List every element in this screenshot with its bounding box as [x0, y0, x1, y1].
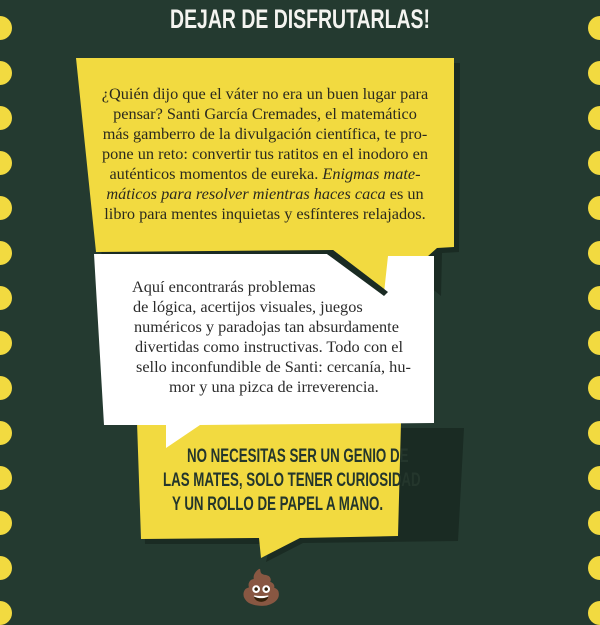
heading: DEJAR DE DISFRUTARLAS! [170, 4, 430, 34]
text-line [100, 164, 430, 184]
book-title: Enigmas mate- [322, 164, 421, 183]
text-line: Y UN ROLLO DE PAPEL A MANO. [172, 494, 384, 515]
text-line: más gamberro de la divulgación científica, te pro- [102, 124, 428, 143]
text-line: de lógica, acertijos visuales, juegos [133, 297, 363, 316]
poop-icon: 💩 [240, 570, 283, 607]
film-hole-dot [588, 601, 600, 625]
text-line: divertidas como instructivas. Todo con el [135, 337, 404, 356]
text-line: LAS MATES, SOLO TENER CURIOSIDAD [163, 470, 421, 491]
book-title: máticos para resolver mientras haces caca [106, 184, 386, 203]
text-segment: auténticos momentos de eureka. [109, 164, 319, 183]
text-line: libro para mentes inquietas y esfínteres relajados. [104, 204, 426, 223]
text-line: mor y una pizca de irreverencia. [169, 377, 379, 396]
text-line: pensar? Santi García Cremades, el matemático [113, 104, 417, 123]
text-line: numéricos y paradojas tan absurdamente [134, 317, 399, 336]
text-line: NO NECESITAS SER UN GENIO DE [187, 446, 409, 467]
text-line: ¿Quién dijo que el váter no era un buen lugar para [101, 84, 429, 103]
text-line [100, 184, 430, 204]
text-line: Aquí encontrarás problemas [132, 277, 316, 296]
film-hole-dot [0, 601, 12, 625]
text-line: sello inconfundible de Santi: cercanía, hu- [136, 357, 411, 376]
text-line: pone un reto: convertir tus ratitos en el inodoro en [102, 144, 428, 163]
text-segment: es un [385, 184, 424, 203]
